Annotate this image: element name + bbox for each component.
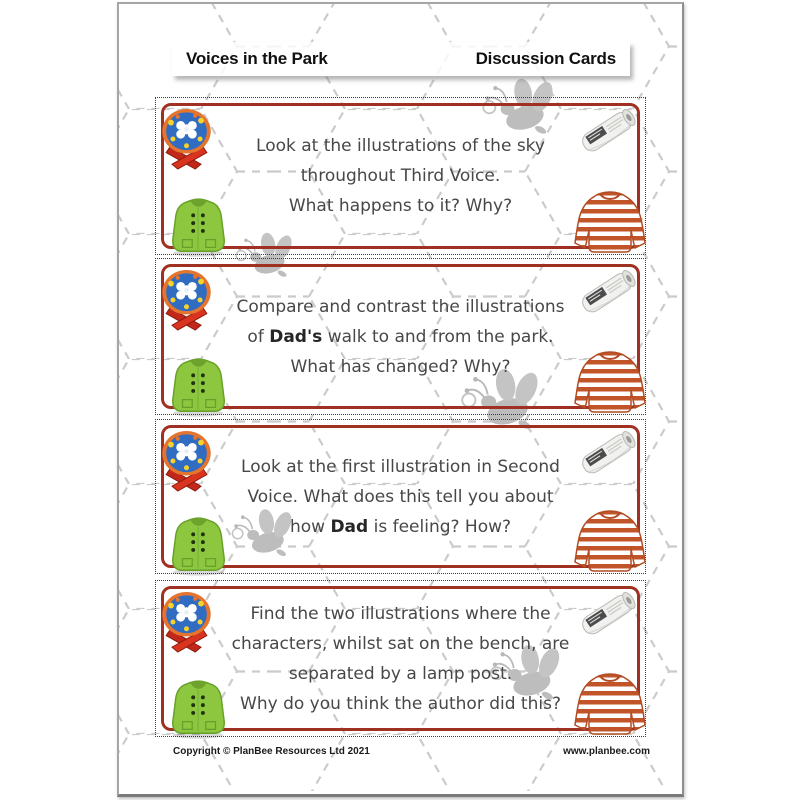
card-text-line: how Dad is feeling? How? [289, 516, 512, 537]
striped-jumper-icon [572, 350, 648, 416]
card-text-line: characters, whilst sat on the bench, are [231, 633, 570, 654]
card-text-line: Why do you think the author did this? [240, 693, 561, 714]
footer [119, 746, 682, 762]
striped-jumper-icon [572, 190, 648, 256]
newspaper-icon [576, 106, 642, 156]
card-text [190, 267, 611, 406]
card-text-line: throughout Third Voice. [300, 166, 501, 186]
newspaper-icon [576, 267, 642, 317]
headscarf-icon [158, 430, 215, 492]
striped-jumper-icon [572, 672, 648, 738]
headscarf-icon [158, 591, 215, 653]
green-coat-icon [167, 515, 231, 577]
headscarf-icon [158, 269, 215, 331]
card-text-line: Look at the first illustration in Second [241, 456, 560, 477]
discussion-card-4 [155, 580, 646, 737]
card-text [190, 106, 611, 246]
headscarf-icon [158, 108, 215, 170]
newspaper-icon [576, 428, 642, 478]
card-text-line: separated by a lamp post. [288, 663, 513, 684]
card-text-line: of Dad's walk to and from the park. [247, 326, 554, 347]
striped-jumper-icon [572, 509, 648, 575]
footer-website: www.planbee.com [563, 746, 650, 757]
document-page [117, 2, 684, 797]
discussion-card-3 [155, 419, 646, 574]
worksheet-title: Voices in the Park [186, 49, 328, 68]
card-text-line: Find the two illustrations where the [250, 603, 551, 624]
card-text-line: Look at the illustrations of the sky [256, 136, 545, 156]
green-coat-icon [167, 678, 231, 740]
card-text-line: Compare and contrast the illustrations [236, 296, 565, 317]
discussion-card-1 [155, 97, 646, 255]
card-text [190, 428, 611, 565]
card-text-line: What happens to it? Why? [288, 196, 513, 216]
discussion-card-2 [155, 258, 646, 415]
header-bar [172, 42, 630, 76]
green-coat-icon [167, 196, 231, 258]
footer-copyright: Copyright © PlanBee Resources Ltd 2021 [173, 746, 370, 757]
worksheet-subtitle: Discussion Cards [475, 49, 616, 68]
card-text-line: Voice. What does this tell you about [247, 486, 554, 507]
green-coat-icon [167, 356, 231, 418]
card-text-line: What has changed? Why? [290, 356, 511, 377]
newspaper-icon [576, 589, 642, 639]
card-text [190, 589, 611, 728]
